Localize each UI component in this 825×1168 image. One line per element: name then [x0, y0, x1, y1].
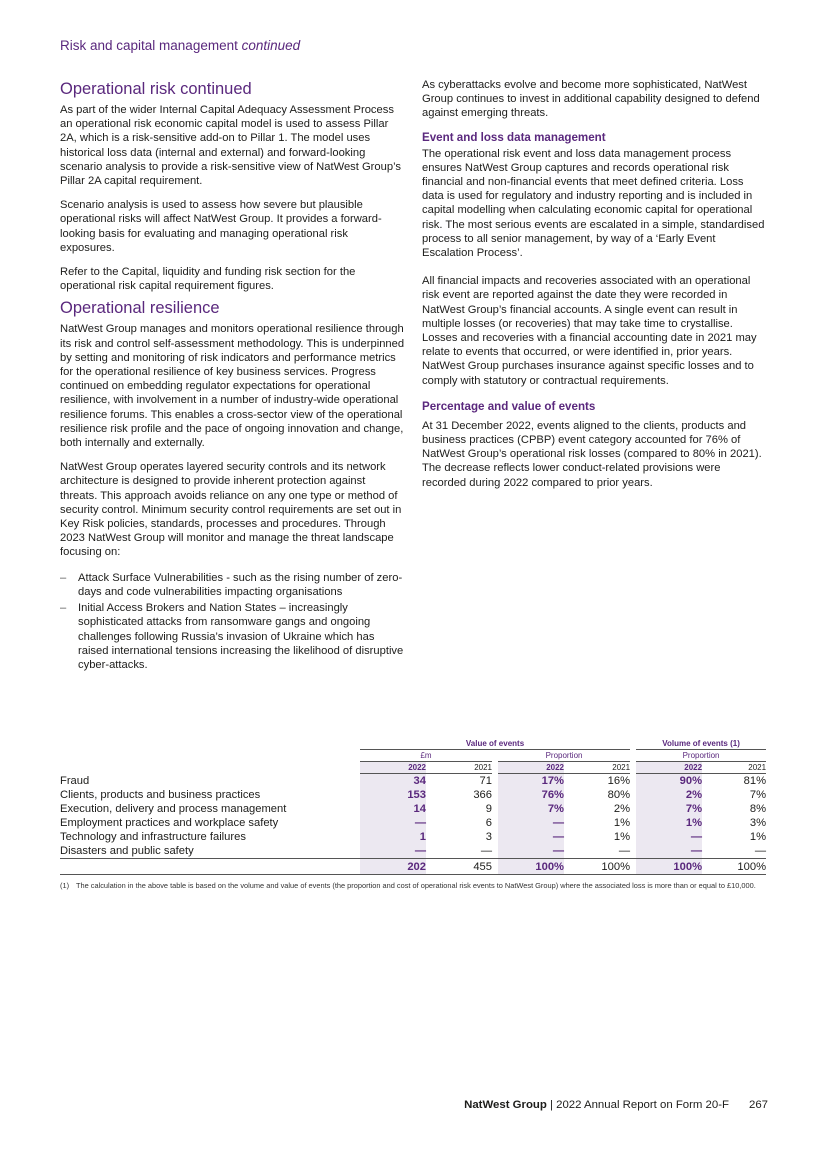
year-header: 2022 — [498, 762, 564, 774]
total-cell: 100% — [564, 859, 630, 875]
table-cell: — — [498, 830, 564, 844]
table-cell: 7% — [749, 789, 767, 801]
table-body — [60, 774, 766, 859]
table-cell: 9 — [485, 803, 492, 815]
table-total-row — [60, 859, 766, 875]
section-title-operational-resilience: Operational resilience — [60, 299, 220, 318]
events-table-wrapper — [60, 738, 766, 875]
page-number: 267 — [748, 1099, 768, 1111]
subheading-event-loss-data: Event and loss data management — [422, 130, 606, 144]
table-cell: 90% — [636, 774, 702, 789]
paragraph: At 31 December 2022, events aligned to the clients, products and business practices (CPBP) event category accounted for 76% of NatWest Group’s operational risk losses (compared to 80% in 2021). The decrease reflects lower conduct-related provisions were recorded during 2022 compared to prior years. — [422, 419, 762, 489]
total-cell: 100% — [702, 859, 766, 875]
table-cell: 71 — [479, 775, 492, 787]
table-cell: — — [636, 844, 702, 859]
table-cell: 3% — [749, 817, 767, 829]
table-row — [60, 802, 766, 816]
table-cell: — — [702, 844, 766, 859]
footer-separator: | — [546, 1099, 557, 1111]
left-column — [60, 78, 405, 674]
year-header: 2021 — [702, 762, 766, 774]
year-header: 2022 — [360, 762, 426, 774]
table-cell: 7% — [636, 802, 702, 816]
dash-bullet: – — [60, 571, 67, 584]
header-title: Risk and capital management — [60, 38, 238, 53]
table-row — [60, 816, 766, 830]
footnote — [60, 880, 766, 891]
list-item-text: Attack Surface Vulnerabilities - such as the rising number of zero-days and code vulnerabilities impacting organisations — [78, 571, 403, 598]
year-header: 2022 — [636, 762, 702, 774]
group-header-value: Value of events — [360, 738, 630, 750]
table-cell: — — [426, 844, 492, 859]
table-cell: 153 — [360, 788, 426, 802]
right-column — [422, 78, 767, 500]
table-cell: — — [360, 844, 426, 859]
table-cell: — — [498, 816, 564, 830]
row-label: Disasters and public safety — [60, 844, 360, 859]
year-header: 2021 — [426, 762, 492, 774]
table-cell: 3 — [485, 831, 492, 843]
table-cell: 1 — [360, 830, 426, 844]
footer-brand: NatWest Group — [464, 1099, 547, 1111]
table-row — [60, 788, 766, 802]
subheader-proportion-volume: Proportion — [636, 750, 766, 762]
table-cell: 1% — [613, 831, 631, 843]
table-cell: — — [498, 844, 564, 859]
table-cell: 17% — [498, 774, 564, 789]
total-cell: 455 — [426, 859, 492, 875]
section-title-operational-risk: Operational risk continued — [60, 80, 252, 98]
paragraph: As cyberattacks evolve and become more sophisticated, NatWest Group continues to invest in additional capability designed to defend against emerging threats. — [422, 79, 760, 120]
bullet-list — [60, 571, 405, 672]
table-cell: — — [360, 816, 426, 830]
paragraph: The operational risk event and loss data management process ensures NatWest Group captures and records operational risk financial and non-financial events that meet defined criteria. Loss data is used for regulatory and industry reporting and is included in capital modelling when calculating economic capital for operational risk. The most serious events are escalated in a simple, standardised process to all senior management, by way of a ‘Early Event Escalation Process’. — [422, 147, 765, 260]
year-header: 2021 — [564, 762, 630, 774]
total-cell: 100% — [636, 859, 702, 875]
table-cell: 366 — [473, 789, 492, 801]
subheading-percentage-value: Percentage and value of events — [422, 399, 596, 413]
footer-report: 2022 Annual Report on Form 20-F — [556, 1099, 729, 1111]
table-cell: 6 — [485, 817, 492, 829]
table-cell: 16% — [607, 775, 631, 787]
table-cell: 2% — [613, 803, 631, 815]
paragraph: Refer to the Capital, liquidity and funding risk section for the operational risk capital requirement figures. — [60, 266, 356, 293]
table-cell: 1% — [613, 817, 631, 829]
row-label: Clients, products and business practices — [60, 789, 261, 801]
table-cell: 1% — [749, 831, 767, 843]
table-cell: 14 — [360, 802, 426, 816]
table-cell: 7% — [498, 802, 564, 816]
subheader-proportion: Proportion — [498, 750, 630, 762]
paragraph: Scenario analysis is used to assess how severe but plausible operational risks will affect NatWest Group. It provides a forward-looking basis for evaluating and managing operational risk exposures. — [60, 199, 382, 254]
table-cell: 34 — [360, 774, 426, 789]
paragraph: NatWest Group manages and monitors operational resilience through its risk and control self-assessment methodology. This is underpinned by setting and monitoring of risk indicators and performance metrics for the operational resilience of key business services. Progress continued on embedding regulator expectations for operational resilience, with involvement in a number of industry-wide operational resilience forums. This enables a cross-sector view of the operational resilience risk profile and the pace of ongoing innovation and change, both internally and externally. — [60, 323, 405, 450]
row-label: Technology and infrastructure failures — [60, 831, 246, 843]
table-cell: 2% — [636, 788, 702, 802]
row-label: Fraud — [60, 774, 90, 787]
footnote-text: The calculation in the above table is based on the volume and value of events (the proportion and cost of operational risk events to NatWest Group) where the associated loss is more than or equal to £10,000. — [76, 881, 756, 890]
total-cell: 100% — [498, 859, 564, 875]
table-cell: — — [564, 844, 630, 859]
list-item-text: Initial Access Brokers and Nation States – increasingly sophisticated attacks from ransomware gangs and ongoing challenges following Russia’s invasion of Ukraine which has raised international tensions increasing the likelihood of disruptive cyber-attacks. — [78, 602, 404, 671]
events-table — [60, 738, 766, 875]
group-header-volume: Volume of events (1) — [636, 738, 766, 750]
list-item — [60, 601, 405, 672]
table-cell: 8% — [749, 803, 767, 815]
footnote-mark: (1) — [60, 881, 70, 890]
table-cell: 81% — [743, 775, 767, 787]
paragraph: NatWest Group operates layered security controls and its network architecture is designed to provide inherent protection against threats. This approach avoids reliance on any one type or method of security control. Minimum security control requirements are set out in Key Risk policies, standards, processes and procedures. Through 2023 NatWest Group will monitor and manage the threat landscape focusing on: — [60, 461, 402, 559]
table-cell: 76% — [498, 788, 564, 802]
paragraph: All financial impacts and recoveries associated with an operational risk event are reported against the date they were recorded in NatWest Group’s financial accounts. A single event can result in multiple losses (or recoveries) that may take time to crystallise. Losses and recoveries with a financial accounting date in 2021 may relate to events that occurred, or were identified in, prior years. NatWest Group purchases insurance against specific losses and to comply with statutory or contractual requirements. — [422, 275, 757, 387]
list-item — [60, 571, 405, 599]
table-row — [60, 830, 766, 844]
table-row — [60, 774, 766, 789]
row-label: Employment practices and workplace safety — [60, 817, 279, 829]
table-cell: 80% — [607, 789, 631, 801]
header-continued: continued — [241, 38, 301, 53]
subheader-gbp-m: £m — [360, 750, 492, 762]
running-header — [60, 38, 300, 53]
dash-bullet: – — [60, 602, 67, 615]
paragraph: As part of the wider Internal Capital Adequacy Assessment Process an operational risk economic capital model is used to assess Pillar 2A, which is a risk-sensitive add-on to Pillar 1. The model uses historical loss data (internal and external) and forward-looking scenario analysis to provide a risk-sensitive view of NatWest Group’s Pillar 2A capital requirement. — [60, 104, 401, 188]
page-footer — [464, 1099, 768, 1111]
table-row — [60, 844, 766, 859]
total-cell: 202 — [360, 859, 426, 875]
table-cell: — — [636, 830, 702, 844]
row-label: Execution, delivery and process management — [60, 803, 287, 815]
table-cell: 1% — [636, 816, 702, 830]
